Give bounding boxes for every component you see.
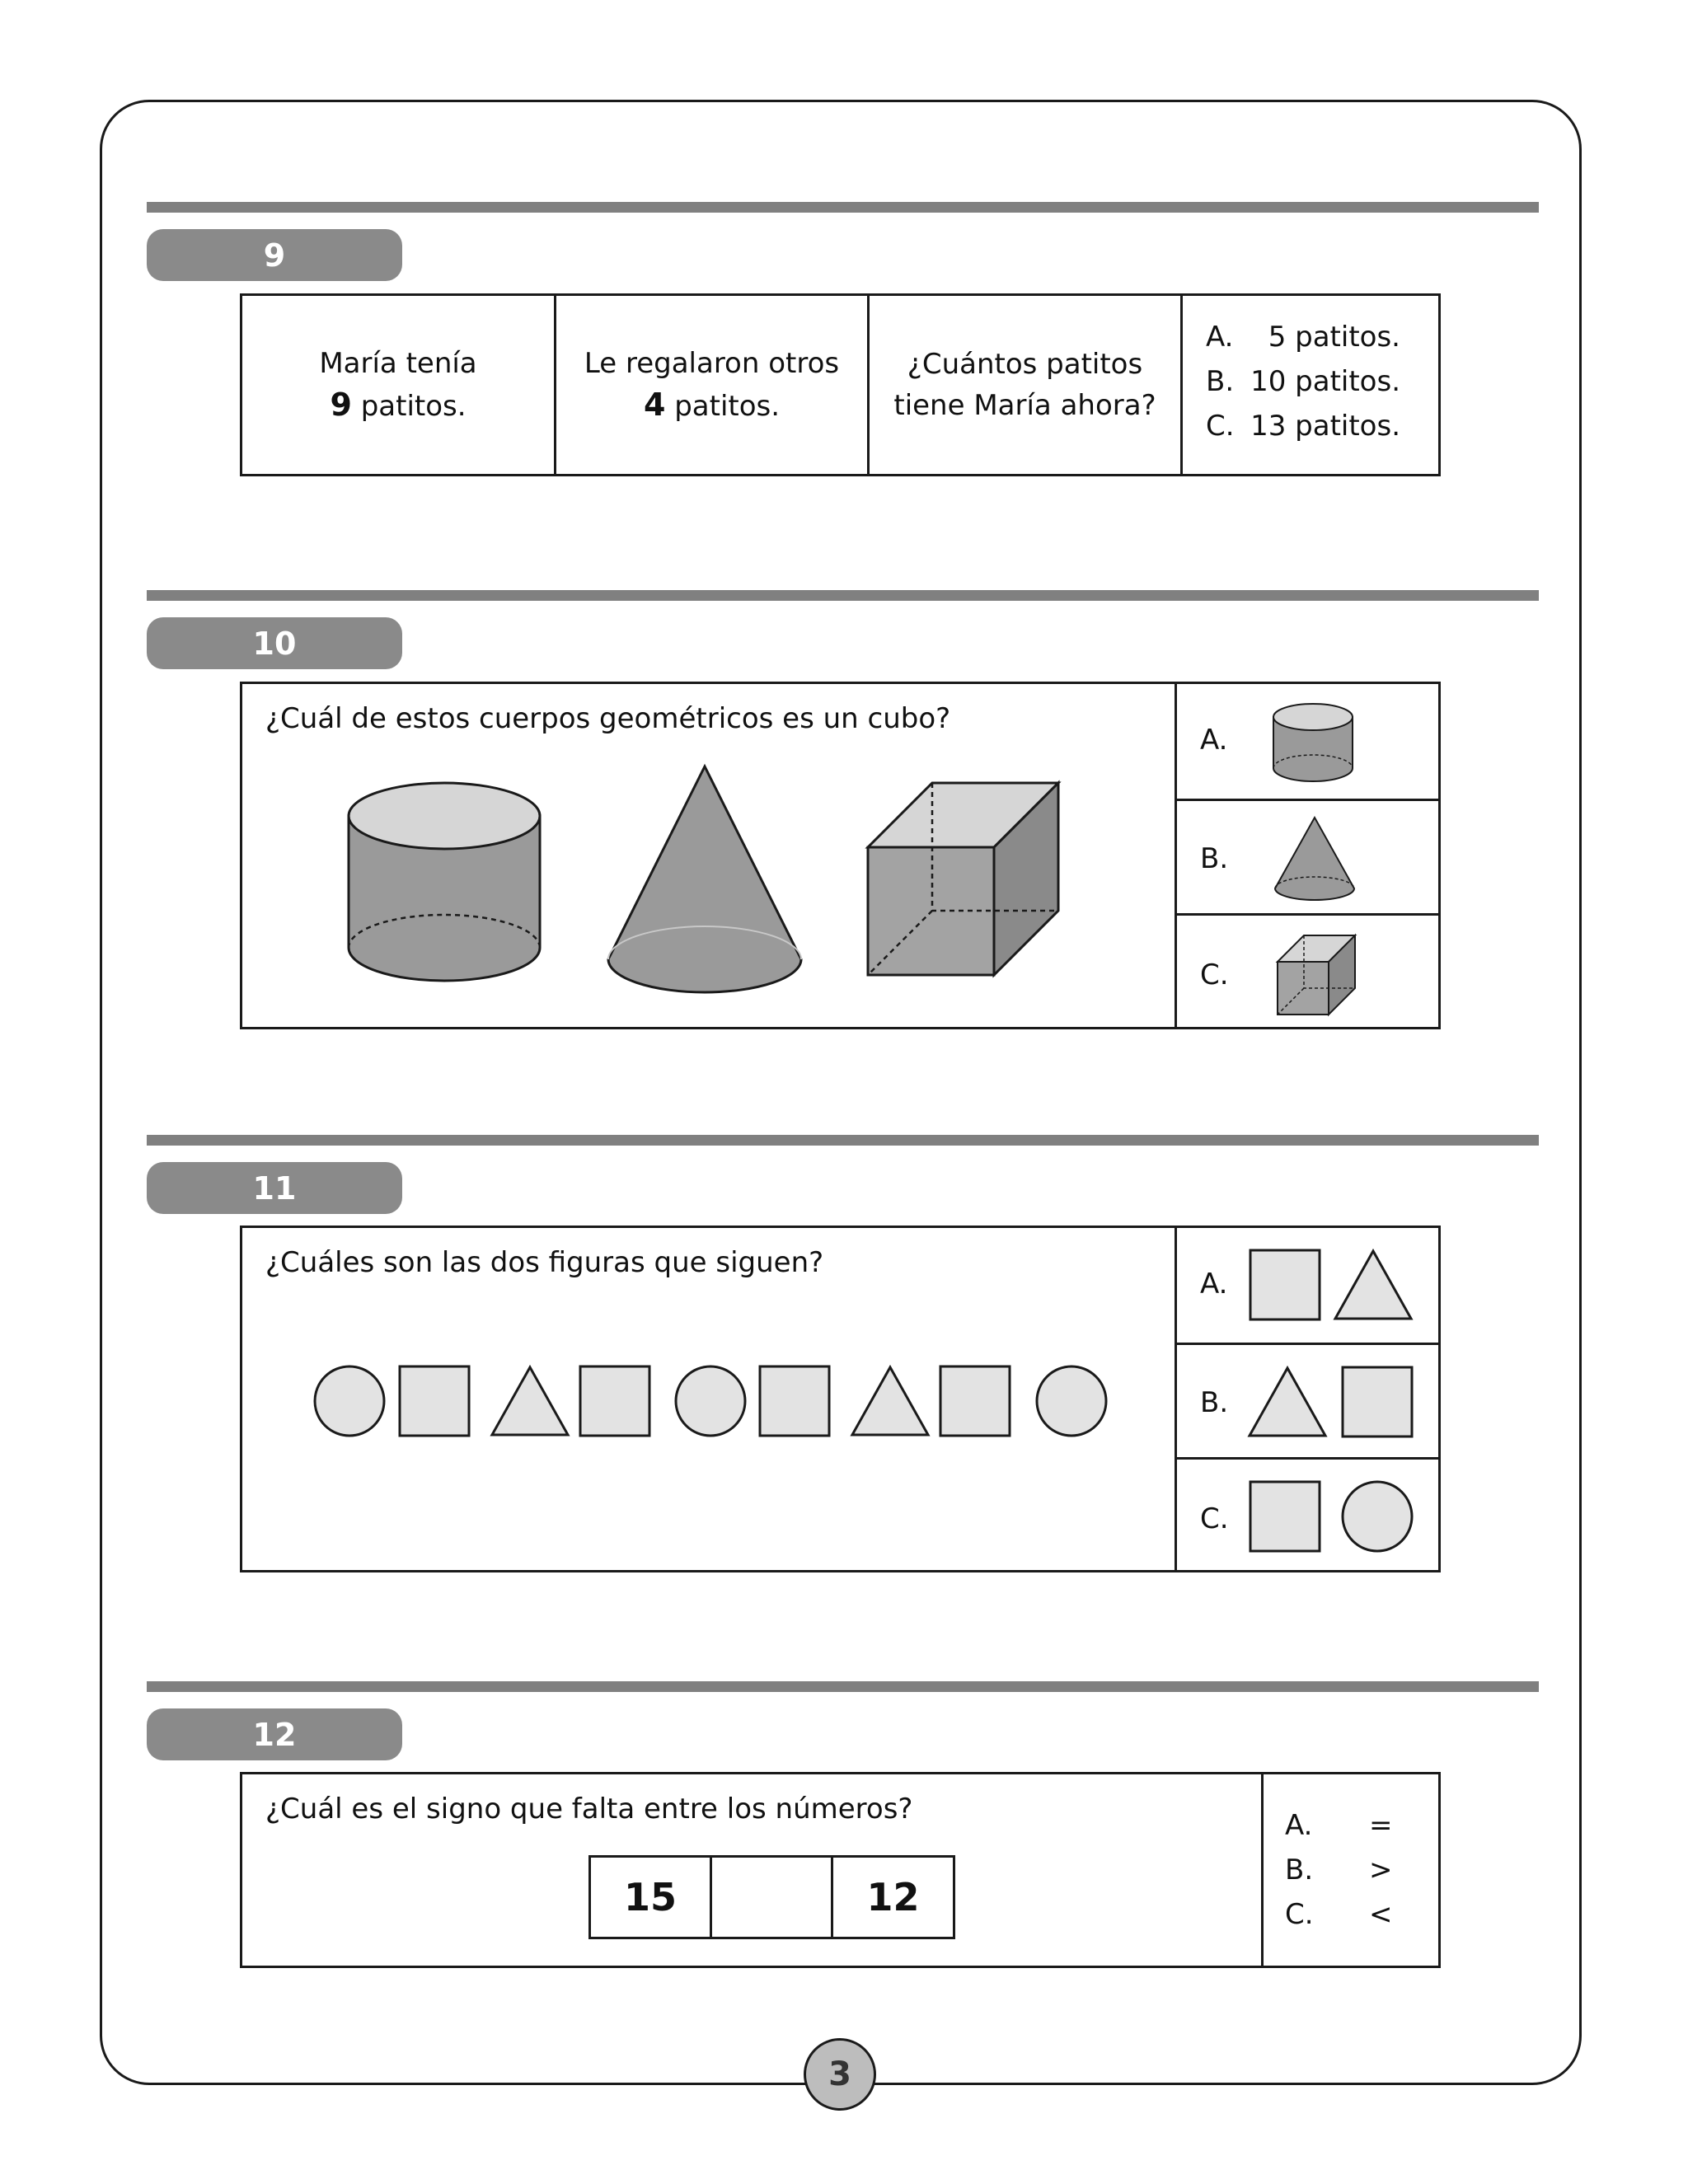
shape-sequence — [313, 1362, 1113, 1440]
answer-options — [1175, 684, 1438, 1027]
option-b[interactable]: B. — [1206, 365, 1235, 398]
circle-shape — [1343, 1482, 1412, 1551]
question-number-badge: 10 — [147, 617, 402, 669]
question-11-box — [240, 1226, 1441, 1572]
option-label: B. — [1200, 1386, 1229, 1419]
square-shape — [940, 1366, 1010, 1436]
option-a-text: 5 patitos. — [1268, 321, 1400, 354]
triangle-shape — [852, 1367, 928, 1435]
right-number-box: 12 — [831, 1855, 955, 1939]
option-c-text: 13 patitos. — [1250, 410, 1400, 443]
story-cell-2 — [556, 296, 870, 474]
square-shape — [760, 1366, 829, 1436]
question-10-box — [240, 682, 1441, 1029]
option-a[interactable] — [1177, 684, 1438, 799]
question-number-badge: 11 — [147, 1162, 402, 1214]
triangle-shape — [1250, 1368, 1325, 1436]
option-shapes — [1248, 1365, 1421, 1439]
section-divider — [147, 202, 1539, 213]
option-c[interactable] — [1177, 1457, 1438, 1572]
left-number-box: 15 — [588, 1855, 712, 1939]
question-text: ¿Cuál es el signo que falta entre los números? — [265, 1793, 913, 1825]
square-shape — [1343, 1367, 1412, 1436]
section-divider — [147, 1135, 1539, 1146]
question-number-badge: 9 — [147, 229, 402, 281]
answer-options — [1261, 1774, 1438, 1966]
question-text: tiene María ahora? — [893, 389, 1156, 422]
option-label: C. — [1200, 1502, 1229, 1535]
cylinder-icon — [1272, 701, 1354, 791]
option-a[interactable] — [1177, 1228, 1438, 1343]
option-a-text: = — [1369, 1809, 1393, 1842]
page-number: 3 — [804, 2038, 876, 2111]
question-cell — [870, 296, 1183, 474]
square-shape — [1250, 1482, 1320, 1551]
triangle-shape — [492, 1367, 568, 1435]
option-c[interactable]: C. — [1285, 1898, 1314, 1931]
option-b-text: 10 patitos. — [1250, 365, 1400, 398]
option-shapes — [1248, 1479, 1421, 1554]
circle-shape — [676, 1366, 745, 1436]
option-a[interactable]: A. — [1206, 321, 1234, 354]
square-shape — [400, 1366, 469, 1436]
cube-icon — [1276, 934, 1358, 1019]
option-label: A. — [1200, 1268, 1228, 1301]
missing-sign-box[interactable] — [710, 1855, 833, 1939]
option-a[interactable]: A. — [1285, 1809, 1313, 1842]
circle-shape — [1037, 1366, 1106, 1436]
option-label: C. — [1200, 958, 1229, 991]
option-shapes — [1248, 1248, 1421, 1322]
option-c[interactable] — [1177, 913, 1438, 1029]
option-label: B. — [1200, 842, 1229, 875]
story-text: Le regalaron otros — [584, 347, 840, 380]
option-b[interactable] — [1177, 799, 1438, 913]
story-text: 9 patitos. — [330, 387, 467, 423]
option-b-text: > — [1369, 1854, 1393, 1886]
cone-icon — [606, 765, 804, 997]
question-text: ¿Cuáles son las dos figuras que siguen? — [265, 1246, 824, 1279]
question-number-badge: 12 — [147, 1708, 402, 1760]
answer-options — [1183, 296, 1438, 474]
option-c[interactable]: C. — [1206, 410, 1235, 443]
question-text: ¿Cuál de estos cuerpos geométricos es un cubo? — [265, 702, 951, 735]
cone-icon — [1273, 816, 1356, 907]
story-cell-1 — [242, 296, 556, 474]
question-text: ¿Cuántos patitos — [907, 348, 1143, 381]
option-b[interactable]: B. — [1285, 1854, 1314, 1886]
square-shape — [580, 1366, 649, 1436]
section-divider — [147, 1681, 1539, 1692]
square-shape — [1250, 1250, 1320, 1319]
answer-options — [1175, 1228, 1438, 1570]
section-divider — [147, 590, 1539, 601]
story-text: 4 patitos. — [643, 387, 781, 423]
option-c-text: < — [1369, 1898, 1393, 1931]
question-9-box — [240, 293, 1441, 476]
cylinder-icon — [347, 775, 545, 997]
option-b[interactable] — [1177, 1343, 1438, 1457]
option-label: A. — [1200, 724, 1228, 757]
cube-icon — [866, 781, 1061, 979]
triangle-shape — [1335, 1251, 1411, 1319]
circle-shape — [315, 1366, 384, 1436]
story-text: María tenía — [319, 347, 477, 380]
